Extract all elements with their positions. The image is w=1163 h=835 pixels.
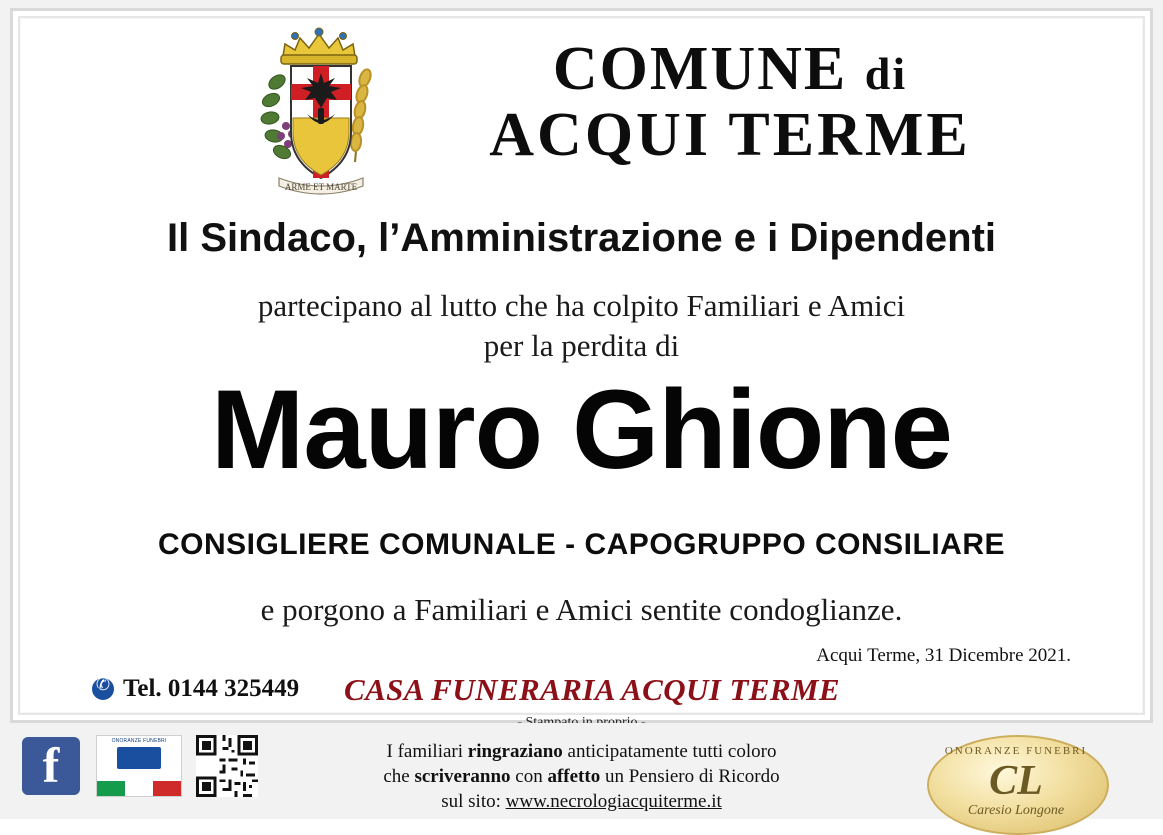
seal-top-text: ONORANZE FUNEBRI [944, 745, 1088, 757]
heading-comune-word: COMUNE [552, 35, 848, 103]
footer-bar [0, 723, 1163, 819]
thanks-3a: sul sito: [441, 791, 506, 813]
heading-city: ACQUI TERME [489, 101, 971, 170]
website-link[interactable]: www.necrologiacquiterme.it [505, 791, 722, 813]
partner-logo-text: ONORANZE FUNEBRI [111, 738, 167, 744]
line-partecipano [0, 286, 1163, 365]
thanks-1c: anticipatamente tutti coloro [562, 741, 777, 762]
thanks-2d: affetto [547, 766, 601, 788]
phone-icon [92, 678, 114, 700]
heading-di-word: di [864, 48, 908, 99]
heading-comune [330, 35, 1130, 103]
thanks-2b: scriveranno [414, 766, 511, 788]
line-sindaco: Il Sindaco, l’Amministrazione e i Dipendenti [166, 216, 997, 260]
deceased-name: Mauro Ghione [211, 367, 952, 492]
thanks-1b: ringraziano [467, 741, 563, 762]
phone-number: Tel. 0144 325449 [123, 675, 300, 702]
seal-monogram: CL [989, 758, 1043, 804]
phone-block[interactable] [92, 675, 299, 703]
line-partecipano-1: partecipano al lutto che ha colpito Familiari e Amici [257, 288, 906, 323]
thanks-2e: un Pensiero di Ricordo [600, 766, 780, 788]
funeral-home-name: CASA FUNERARIA ACQUI TERME [344, 672, 840, 707]
crest-motto: ARME ET MARTE [284, 182, 358, 192]
heading-block [330, 35, 1130, 170]
thanks-2c: con [510, 766, 548, 788]
line-partecipano-2: per la perdita di [483, 327, 680, 363]
thanks-2a: che [383, 766, 415, 788]
thanks-1a: I familiari [386, 741, 468, 762]
facebook-icon[interactable]: f [22, 737, 80, 795]
seal-bottom-text: Caresio Longone [967, 803, 1065, 818]
line-condoglianze: e porgono a Familiari e Amici sentite condoglianze. [260, 592, 903, 627]
deceased-role: CONSIGLIERE COMUNALE - CAPOGRUPPO CONSILIARE [157, 528, 1006, 561]
place-and-date: Acqui Terme, 31 Dicembre 2021. [816, 645, 1071, 666]
funeral-home-seal [927, 735, 1105, 831]
